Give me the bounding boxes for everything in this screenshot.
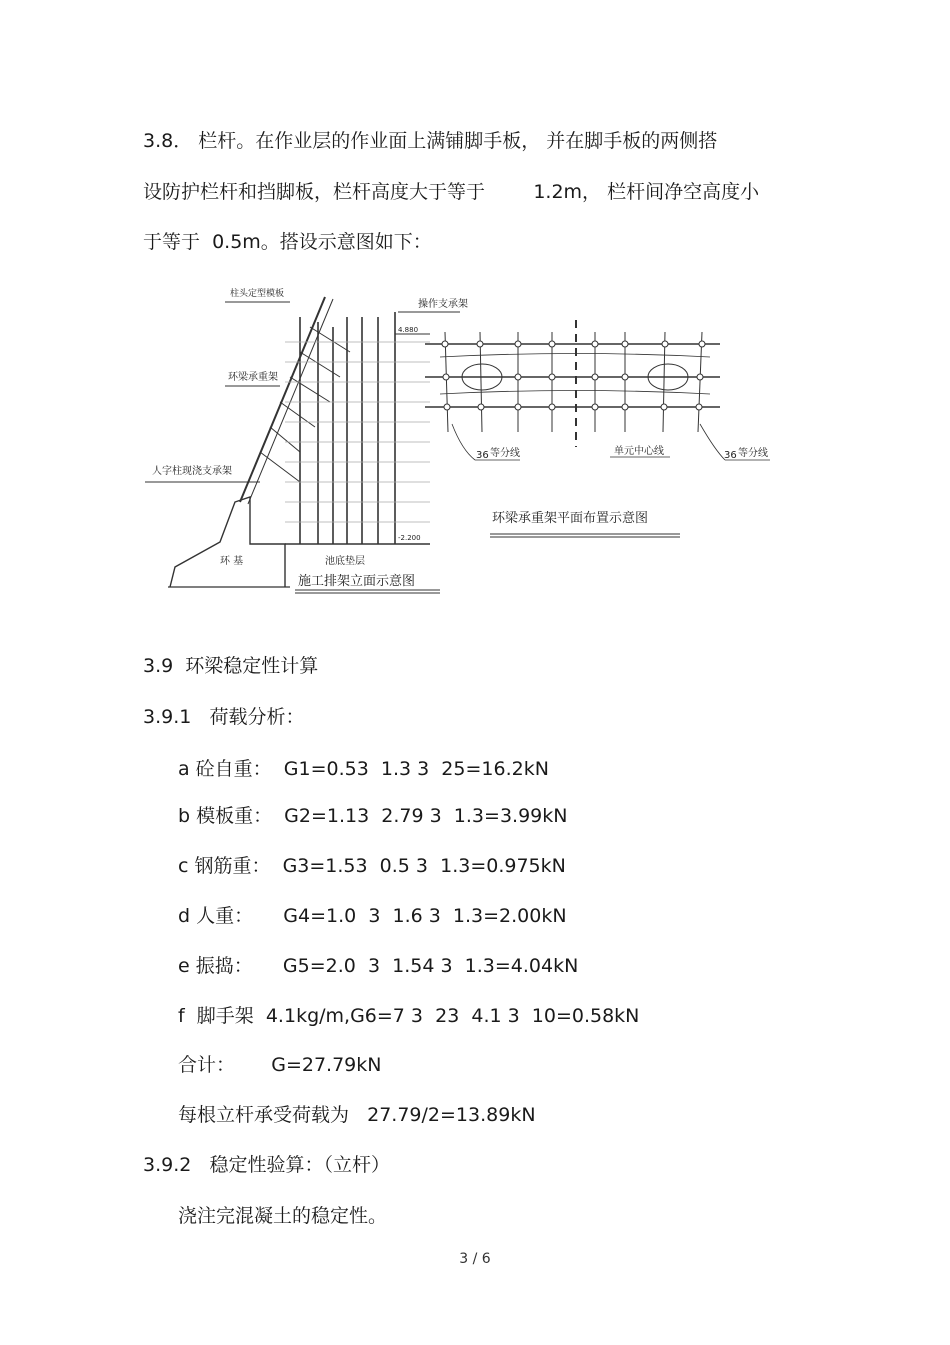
paragraph-line-2: 设防护栏杆和挡脚板，栏杆高度大于等于 1.2m， 栏杆间净空高度小: [143, 181, 760, 203]
label-operating-frame: 操作支承架: [418, 299, 468, 310]
caption-elevation: 施工排架立面示意图: [298, 574, 416, 589]
elevation-drawing: [145, 297, 460, 593]
plan-drawing: [425, 320, 770, 537]
paragraph-line-3: 于等于 0.5m。搭设示意图如下：: [143, 231, 432, 253]
heading-3-9-1: 3.9.1 荷载分析：: [143, 706, 305, 728]
label-36-left: 36: [476, 450, 489, 461]
page-number: 3 / 6: [459, 1251, 491, 1267]
label-ring-beam-frame: 环梁承重架: [228, 372, 278, 383]
label-equal-left: 等分线: [490, 448, 520, 459]
heading-3-9-2: 3.9.2 稳定性验算：（立杆）: [143, 1154, 390, 1176]
label-support: 人字柱现浇支承架: [152, 466, 232, 477]
load-item: d 人重： G4=1.0 3 1.6 3 1.3=2.00kN: [178, 905, 567, 927]
label-unit-center: 单元中心线: [614, 446, 664, 457]
load-per-post: 每根立杆承受荷载为 27.79/2=13.89kN: [178, 1104, 536, 1126]
label-ring-base: 环 基: [220, 556, 244, 567]
paragraph-line-1: 3.8． 栏杆。在作业层的作业面上满铺脚手板， 并在脚手板的两侧搭: [143, 130, 718, 152]
heading-3-9: 3.9 环梁稳定性计算: [143, 655, 319, 677]
load-item: c 钢筋重： G3=1.53 0.5 3 1.3=0.975kN: [178, 855, 566, 877]
label-36-right: 36: [724, 450, 737, 461]
label-elevation-top: 4.880: [398, 326, 419, 334]
label-column-form: 柱头定型模板: [230, 289, 285, 299]
label-equal-right: 等分线: [738, 448, 768, 459]
label-pool-bottom: 池底垫层: [325, 556, 365, 567]
pour-stability-line: 浇注完混凝土的稳定性。: [178, 1205, 388, 1227]
label-elevation-bottom: -2.200: [398, 534, 421, 542]
load-item: e 振捣： G5=2.0 3 1.54 3 1.3=4.04kN: [178, 955, 579, 977]
load-total: 合计： G=27.79kN: [178, 1054, 382, 1076]
load-item: f 脚手架 4.1kg/m,G6=7 3 23 4.1 3 10=0.58kN: [178, 1005, 640, 1027]
load-item: a 砼自重： G1=0.53 1.3 3 25=16.2kN: [178, 758, 549, 780]
load-item: b 模板重： G2=1.13 2.79 3 1.3=3.99kN: [178, 805, 568, 827]
caption-plan: 环梁承重架平面布置示意图: [492, 511, 649, 526]
scaffold-diagram: [140, 282, 800, 612]
